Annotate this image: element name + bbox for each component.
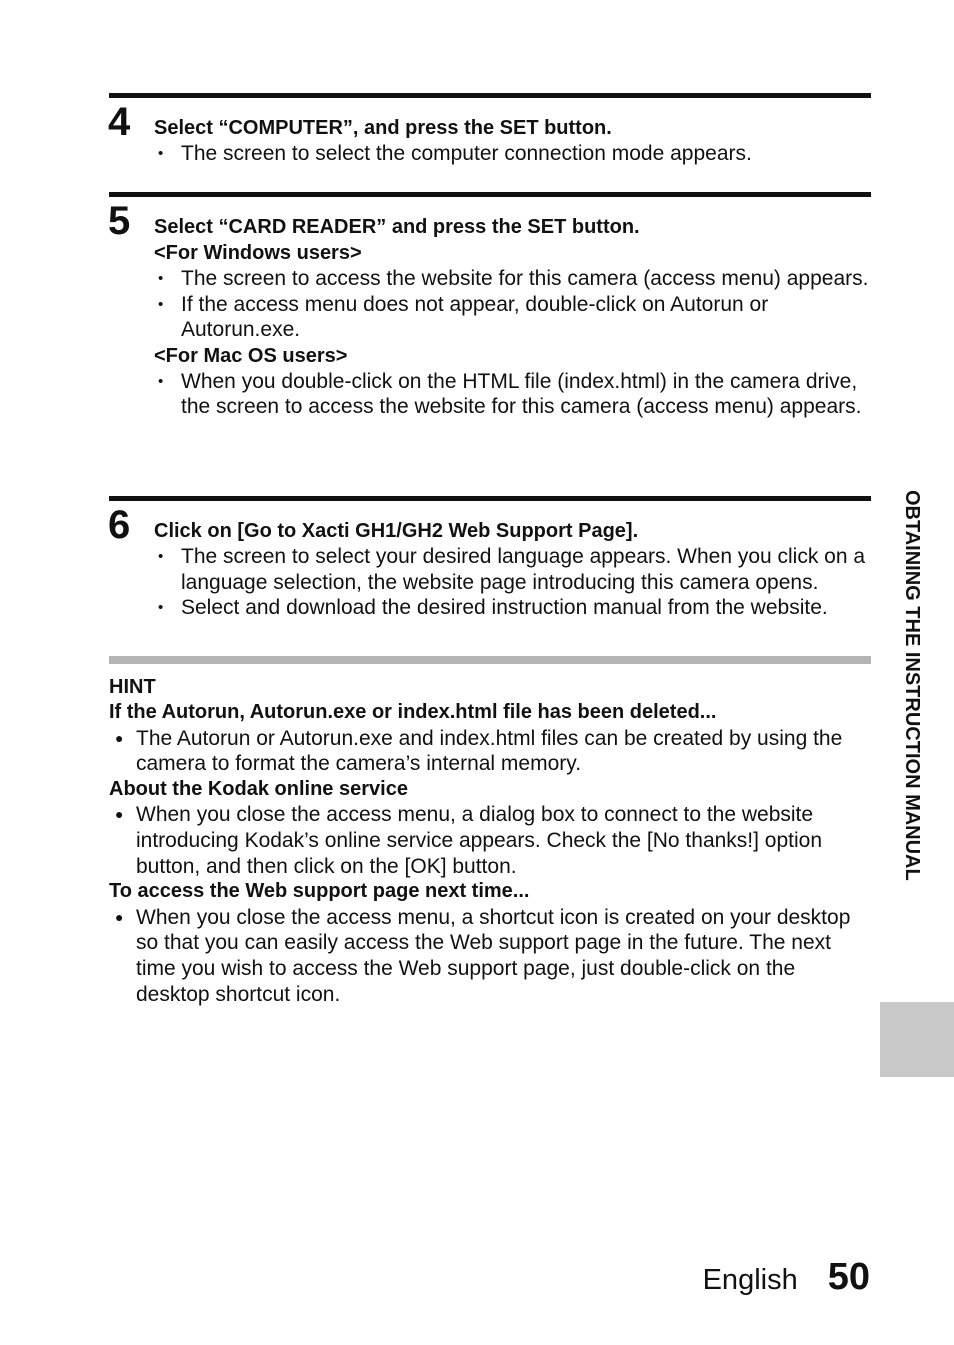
hint-list [109, 905, 871, 1007]
chapter-tab [880, 1002, 954, 1077]
page-footer [703, 1256, 870, 1299]
step-instruction: Select “COMPUTER”, and press the SET button. [154, 117, 612, 139]
bullet-list [154, 141, 871, 167]
hint-list [109, 726, 871, 777]
page-number: 50 [827, 1256, 870, 1298]
bullet-item: • If the access menu does not appear, double-click on Autorun or Autorun.exe. [154, 292, 871, 343]
windows-users-heading: <For Windows users> [154, 242, 362, 264]
hint-heading-deleted: If the Autorun, Autorun.exe or index.html file has been deleted... [109, 701, 717, 723]
step-body [154, 501, 871, 621]
step-body [154, 98, 871, 167]
step-number: 6 [108, 503, 131, 547]
hint-heading-next-time: To access the Web support page next time... [109, 880, 530, 903]
hint-title: HINT [109, 676, 156, 698]
mac-users-heading: <For Mac OS users> [154, 344, 348, 367]
chapter-title: OBTAINING THE INSTRUCTION MANUAL [901, 490, 923, 881]
bullet-item: • The screen to select the computer connection mode appears. [154, 141, 871, 167]
bullet-item: • The screen to select your desired language appears. When you click on a language selection, the website page introducing this camera opens. [154, 544, 871, 595]
bullet-item: • When you double-click on the HTML file (index.html) in the camera drive, the screen to access the website for this camera (access menu) appears. [154, 369, 871, 420]
chapter-side-label [880, 490, 928, 990]
hint-heading-kodak: About the Kodak online service [109, 777, 408, 800]
windows-bullet-list [154, 266, 871, 343]
mac-bullet-list [154, 369, 871, 420]
hint-box [109, 656, 871, 1007]
step-body [154, 197, 871, 420]
hint-list [109, 802, 871, 879]
step-6 [109, 496, 871, 621]
step-instruction: Click on [Go to Xacti GH1/GH2 Web Support Page]. [154, 520, 639, 542]
step-instruction: Select “CARD READER” and press the SET button. [154, 216, 640, 238]
hint-item: ● The Autorun or Autorun.exe and index.html files can be created by using the camera to format the camera’s internal memory. [109, 726, 871, 777]
bullet-list [154, 544, 871, 621]
hint-item: ● When you close the access menu, a shortcut icon is created on your desktop so that you can easily access the Web support page in the future. The next time you wish to access the Web support page, just double-click on the desktop shortcut icon. [109, 905, 871, 1007]
step-number: 4 [108, 100, 131, 144]
hint-item: ● When you close the access menu, a dialog box to connect to the website introducing Kodak’s online service appears. Check the [No thanks!] option button, and then click on the [OK] button. [109, 802, 871, 879]
step-number: 5 [108, 199, 131, 243]
language-label: English [702, 1264, 798, 1296]
bullet-item: • The screen to access the website for this camera (access menu) appears. [154, 266, 871, 292]
bullet-item: • Select and download the desired instruction manual from the website. [154, 595, 871, 621]
step-5 [109, 192, 871, 420]
step-4 [109, 93, 871, 167]
